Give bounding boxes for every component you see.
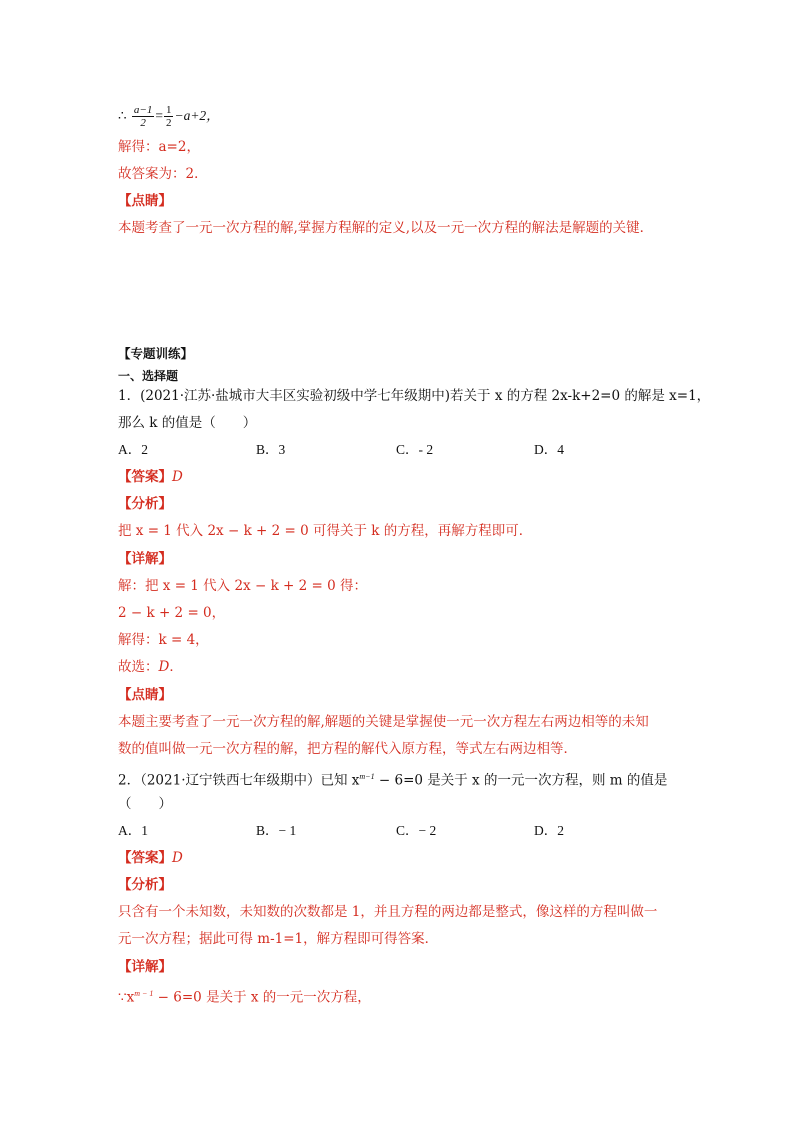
q2-option-c: C．− 2 (396, 823, 437, 838)
answer-line: 故答案为：2． (118, 166, 208, 182)
q1-option-b: B．3 (256, 442, 286, 457)
q1-stem-line1: 1．(2021·江苏·盐城市大丰区实验初级中学七年级期中)若关于 x 的方程 2x-k+2=0 的解是 x=1， (118, 388, 711, 404)
q2-analysis-line: 只含有一个未知数，未知数的次数都是 1，并且方程的两边都是整式，像这样的方程叫做一 (118, 904, 658, 920)
q2-option-b: B．− 1 (256, 823, 297, 838)
comment-header: 【点睛】 (118, 193, 172, 209)
q2-answer-line: 【答案】D (118, 850, 183, 866)
q1-stem-line2: 那么 k 的值是（ ） (118, 415, 257, 431)
fraction-right: $\frac{1}{2}$ (165, 104, 172, 129)
q1-analysis-text: 把 x = 1 代入 2x − k + 2 = 0 可得关于 k 的方程，再解方程即可． (118, 523, 533, 539)
q2-stem-line2: （ ） (118, 796, 172, 812)
q1-option-d: D．4 (534, 442, 564, 457)
formula-line: ∴ $\frac{a-1}{2}$ = $\frac{1}{2}$ −a+2， (118, 104, 220, 129)
q2-analysis-line: 元一次方程；据此可得 m-1=1，解方程即可得答案． (118, 931, 439, 947)
q1-option-c: C．- 2 (396, 442, 434, 457)
q2-detail-header: 【详解】 (118, 959, 172, 975)
q1-analysis-header: 【分析】 (118, 496, 172, 512)
q1-comment-header: 【点睛】 (118, 687, 172, 703)
q2-stem-line1: 2．（2021·辽宁铁西七年级期中）已知 $x^{m-1} - 6=0$ 是关于 x 的一元一次方程，则 m 的值是 (118, 772, 668, 789)
q2-option-a: A．1 (118, 823, 148, 838)
q1-option-a: A．2 (118, 442, 148, 457)
q1-detail-header: 【详解】 (118, 551, 172, 567)
q1-choose-line: 故选：D． (118, 659, 183, 675)
fraction-left: $\frac{a-1}{2}$ (133, 104, 153, 129)
q2-detail-line: $\because x^{m - 1} - 6=0$ 是关于 x 的一元一次方程， (118, 989, 371, 1006)
solve-line: 解得：a=2， (118, 139, 200, 155)
q1-answer-line: 【答案】D (118, 469, 183, 485)
q2-option-d: D．2 (534, 823, 564, 838)
q1-detail-line: 解：把 x = 1 代入 2x − k + 2 = 0 得： (118, 578, 368, 594)
q2-analysis-header: 【分析】 (118, 877, 172, 893)
q1-comment-line: 本题主要考查了一元一次方程的解,解题的关键是掌握使一元一次方程左右两边相等的未知 (118, 714, 649, 730)
section-title: 【专题训练】 (118, 346, 194, 361)
comment-text: 本题考查了一元一次方程的解,掌握方程解的定义,以及一元一次方程的解法是解题的关键． (118, 220, 654, 236)
q1-detail-line: 解得：k = 4， (118, 632, 209, 648)
q1-detail-line: 2 − k + 2 = 0， (118, 605, 226, 621)
q1-comment-line: 数的值叫做一元一次方程的解，把方程的解代入原方程，等式左右两边相等． (118, 741, 577, 757)
section-subtitle: 一、选择题 (118, 369, 179, 383)
therefore-symbol: ∴ (118, 108, 127, 124)
